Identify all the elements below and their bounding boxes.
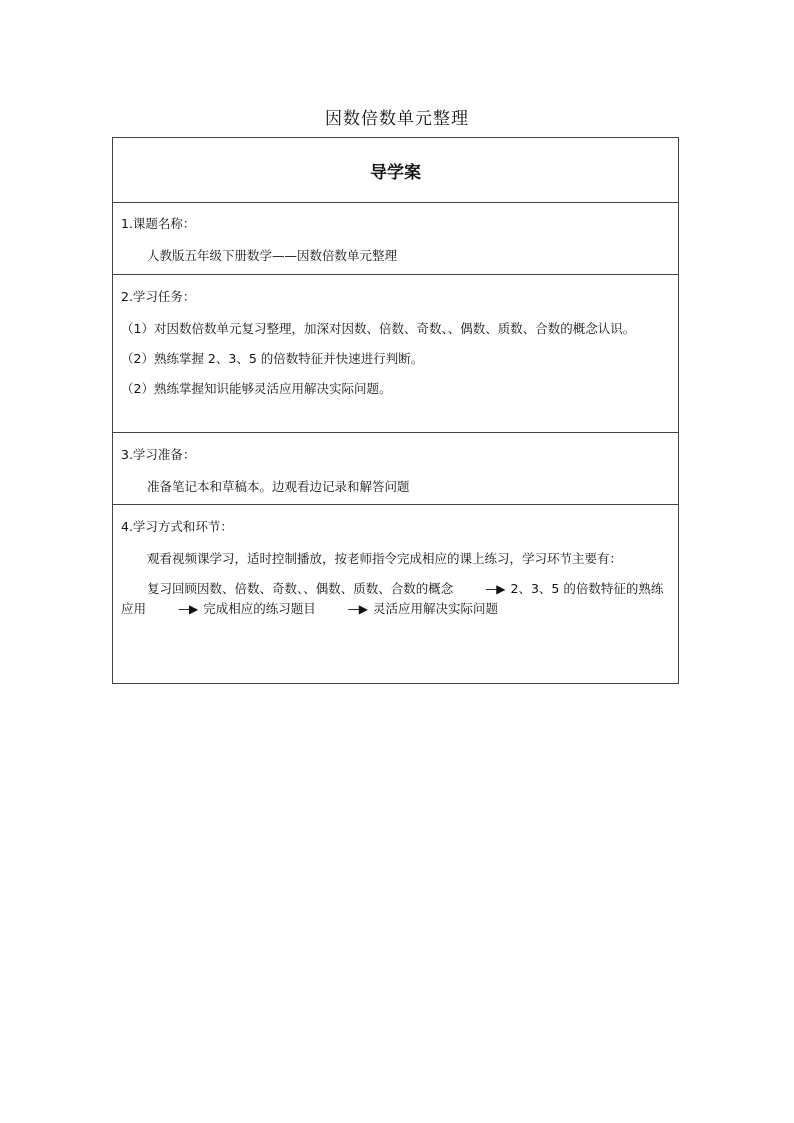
task-item-1: （1）对因数倍数单元复习整理，加深对因数、倍数、奇数、、偶数、质数、合数的概念认识。 [121,321,636,336]
flow-step-3: 完成相应的练习题目 [203,601,316,616]
arrow-right-icon: —▶ [347,602,367,616]
flow-step-4: 灵活应用解决实际问题 [373,601,499,616]
arrow-right-icon: —▶ [485,582,505,596]
learning-flow [121,579,670,619]
course-name-text: 人教版五年级下册数学——因数倍数单元整理 [147,248,398,263]
arrow-right-icon: —▶ [178,602,198,616]
task-item-2: （2）熟练掌握 2、3、5 的倍数特征并快速进行判断。 [121,351,424,366]
section-heading: 4.学习方式和环节： [121,519,233,534]
section-course-name [113,202,678,274]
document-title: 因数倍数单元整理 [325,109,469,129]
method-intro: 观看视频课学习，适时控制播放，按老师指令完成相应的课上练习，学习环节主要有： [147,551,623,566]
section-heading: 2.学习任务： [121,289,196,304]
flow-step-1: 复习回顾因数、倍数、奇数、、偶数、质数、合数的概念 [147,581,454,596]
section-learning-method [113,504,678,683]
flow-step-2: 2、3、5 的倍数特征的熟练应用 [121,581,664,616]
table-header: 导学案 [370,162,421,183]
preparation-text: 准备笔记本和草稿本。边观看边记录和解答问题 [147,479,410,494]
section-heading: 3.学习准备： [121,447,196,462]
section-learning-tasks [113,274,678,432]
section-heading: 1.课题名称： [121,216,196,231]
task-item-3: （2）熟练掌握知识能够灵活应用解决实际问题。 [121,381,392,396]
study-guide-table [112,137,679,684]
section-preparation [113,432,678,504]
